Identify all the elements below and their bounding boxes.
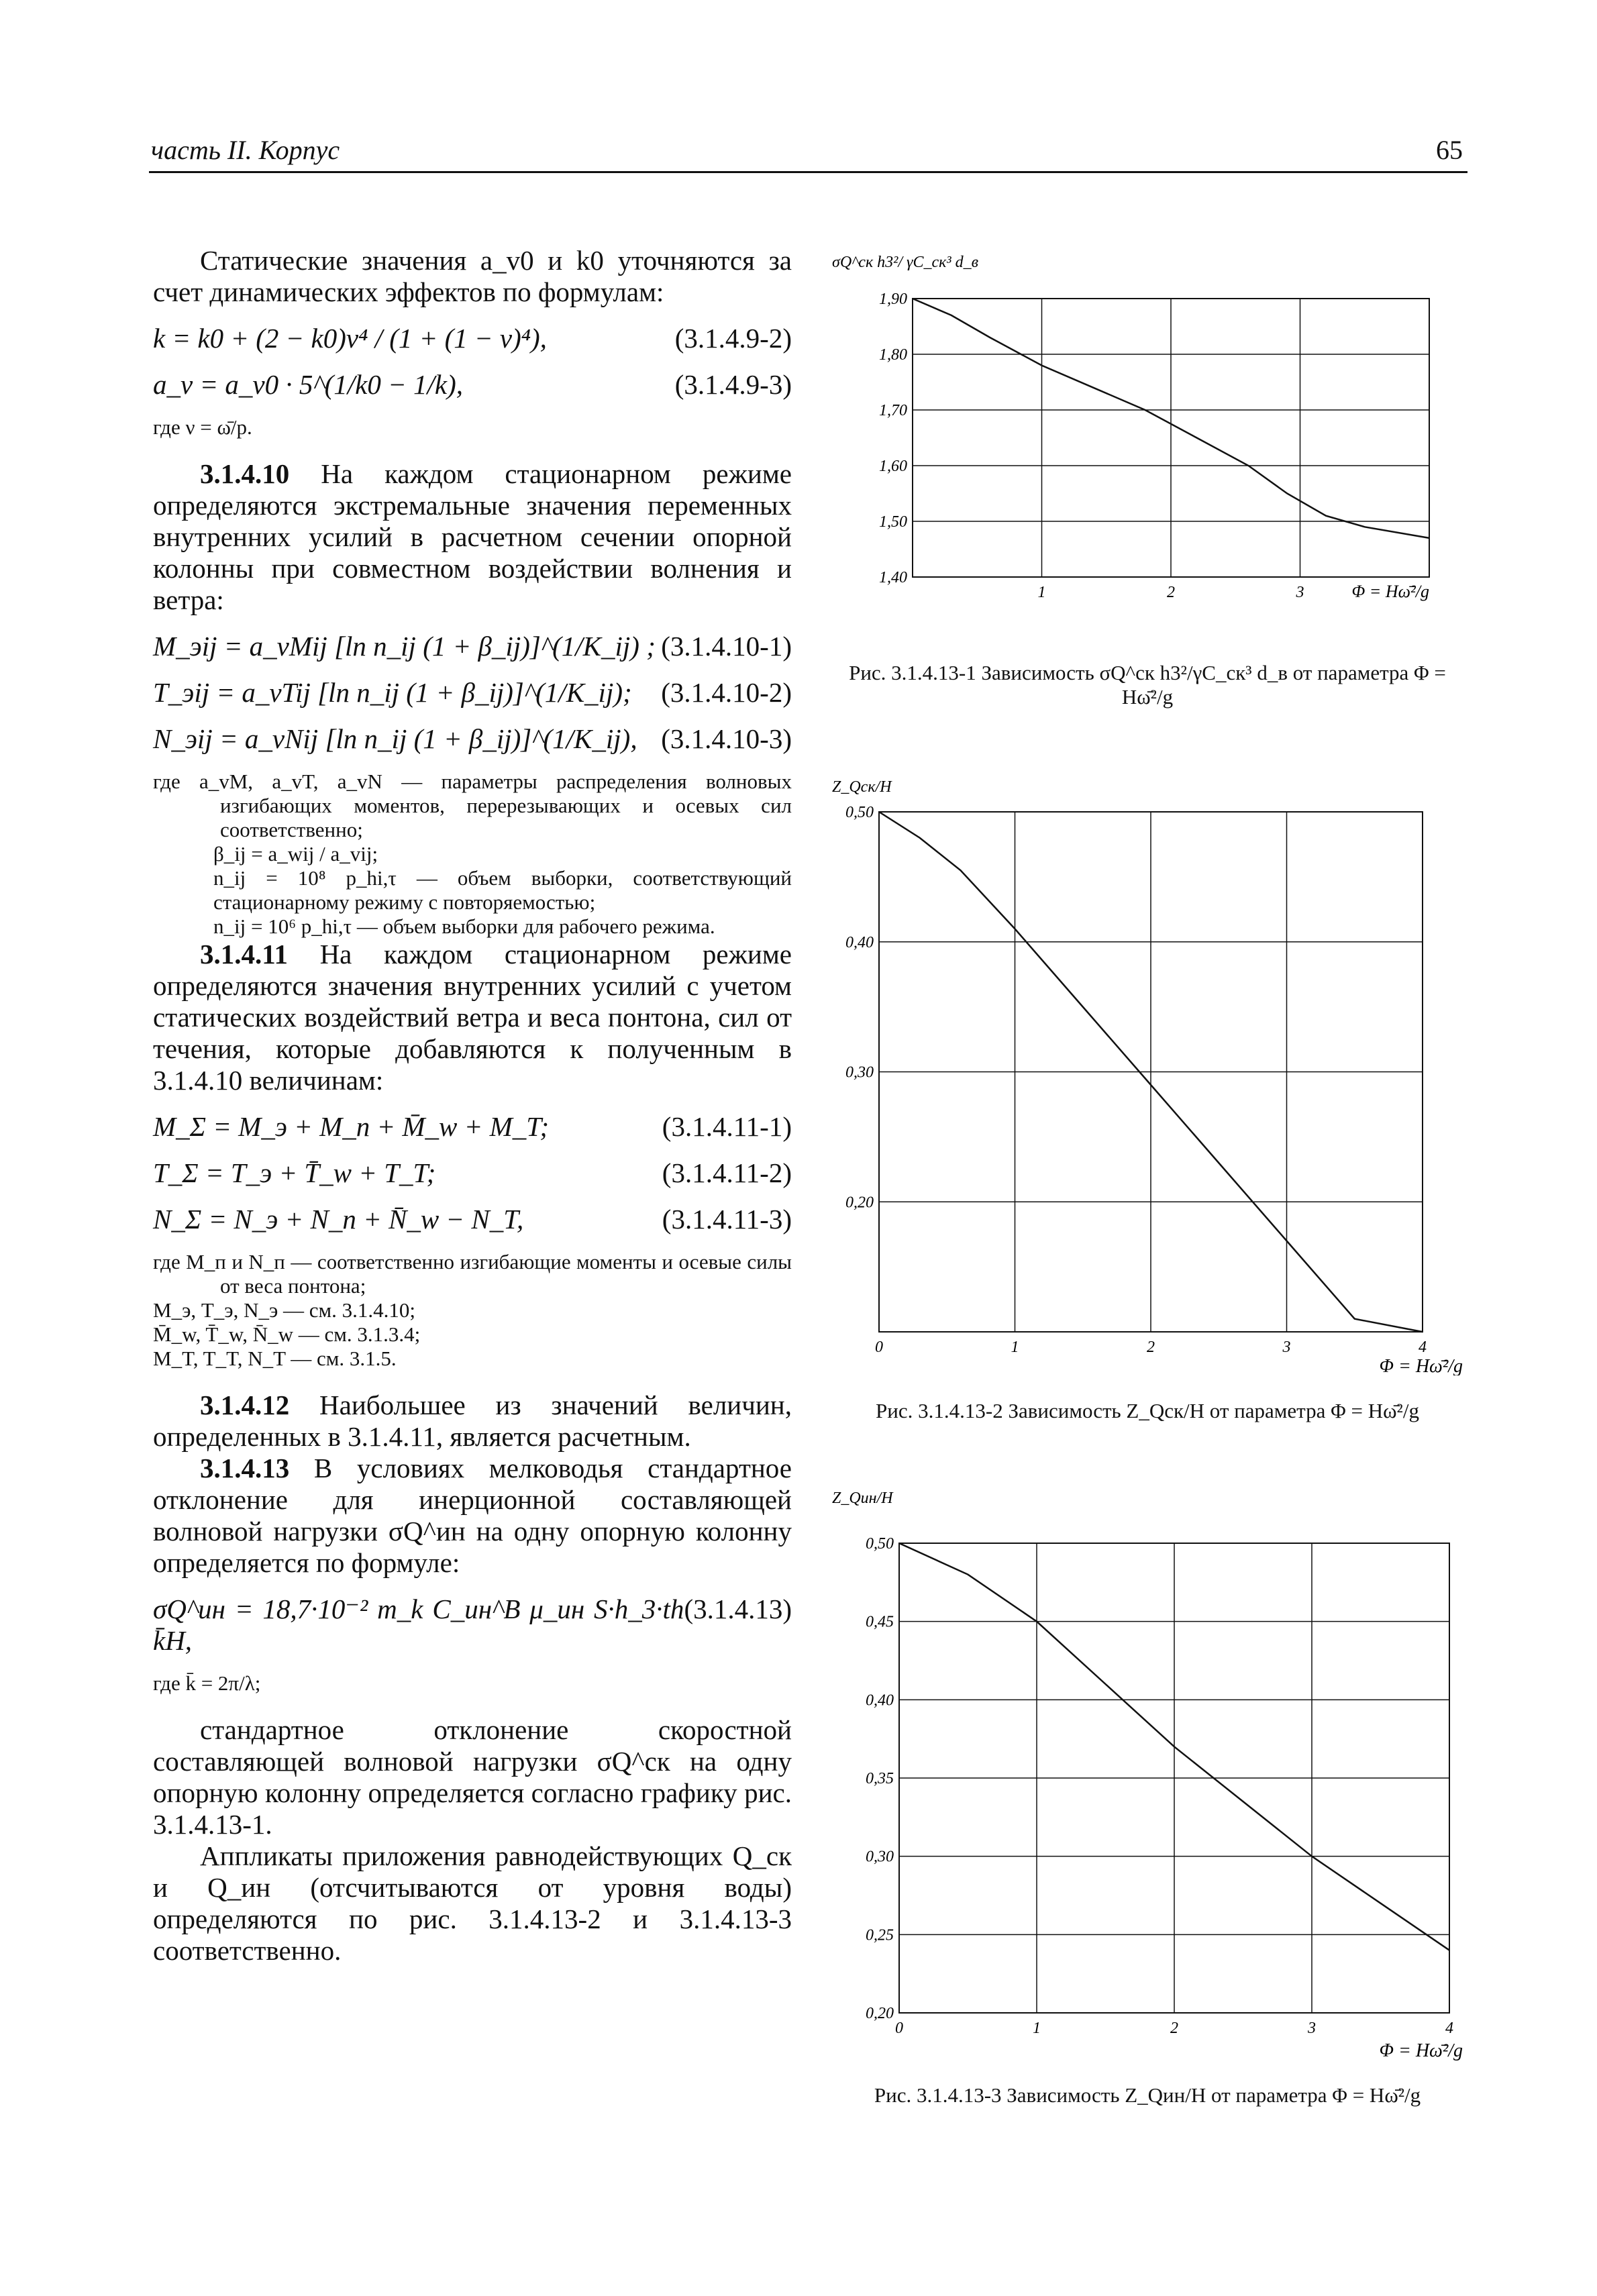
y-tick-label: 0,45 — [866, 1613, 894, 1631]
x-tick-label: 2 — [1147, 1339, 1155, 1356]
y-tick-label: 0,50 — [866, 1535, 894, 1553]
formula: M_эij = a_vMij [ln n_ij (1 + β_ij)]^(1/K_ij) ; (3.1.4.10-1) — [153, 631, 792, 662]
section-3-1-4-10: 3.1.4.10 На каждом стационарном режиме определяются экстремальные значения переменных внутренних усилий в расчетном сечении опорной колонны при совместном воздействии волнения и ветра: — [153, 458, 792, 615]
y-tick-label: 0,20 — [845, 1194, 874, 1212]
x-tick-label: 3 — [1308, 2020, 1316, 2037]
x-tick-label: 0 — [875, 1339, 883, 1356]
y-tick-label: 0,25 — [866, 1926, 894, 1944]
x-tick-label: 1 — [1037, 584, 1046, 601]
chart-3-ylabel: Z_Qин/H — [832, 1490, 893, 1507]
x-tick-label: 3 — [1296, 584, 1304, 601]
definitions: где a_vM, a_vT, a_vN — параметры распределения волновых изгибающих моментов, перерезывающих и осевых сил соответственно; β_ij = a_wij / a_vij; n_ij = 10⁸ p_hi,τ — объем выборки, соответствующий стационарному режиму с повторяемостью; n_ij = 10⁶ p_hi,τ — объем выборки для рабочего режима. — [153, 770, 792, 938]
chart-3 — [825, 1483, 1470, 2087]
y-tick-label: 1,80 — [879, 346, 907, 364]
x-tick-label: 1 — [1033, 2020, 1041, 2037]
section-3-1-4-12: 3.1.4.12 Наибольшее из значений величин, определенных в 3.1.4.11, является расчетным. — [153, 1390, 792, 1452]
header-rule — [149, 171, 1467, 173]
chart-3-xlabel: Φ = Hω̄²/g — [1379, 2040, 1463, 2061]
running-header: часть II. Корпус — [151, 135, 340, 165]
y-tick-label: 1,60 — [879, 458, 907, 475]
formula: N_Σ = N_э + N_п + N̄_w − N_T, (3.1.4.11-3) — [153, 1204, 792, 1235]
chart-2-caption: Рис. 3.1.4.13-2 Зависимость Z_Qск/H от параметра Φ = Hω̄²/g — [876, 1399, 1419, 1422]
y-tick-label: 0,30 — [845, 1063, 874, 1082]
section-3-1-4-13: 3.1.4.13 В условиях мелководья стандартное отклонение для инерционной составляющей волновой нагрузки σQ^ин на одну опорную колонну определяется по формуле: — [153, 1453, 792, 1578]
formula: M_Σ = M_э + M_п + M̄_w + M_T; (3.1.4.11-1) — [153, 1111, 792, 1142]
x-tick-label: 2 — [1170, 2020, 1178, 2037]
chart-3-caption: Рис. 3.1.4.13-3 Зависимость Z_Qин/H от параметра Φ = Hω̄²/g — [874, 2083, 1421, 2107]
x-tick-label: 3 — [1282, 1339, 1291, 1356]
x-tick-label: 4 — [1419, 1339, 1427, 1356]
y-tick-label: 1,40 — [879, 569, 907, 586]
paragraph: стандартное отклонение скоростной составляющей волновой нагрузки σQ^ск на одну опорную колонну определяется согласно графику рис. 3.1.4.13-1. — [153, 1714, 792, 1840]
chart-1 — [825, 248, 1470, 718]
formula-note: где ν = ω̄/p. — [153, 415, 252, 439]
formula: T_эij = a_vTij [ln n_ij (1 + β_ij)]^(1/K_ij); (3.1.4.10-2) — [153, 677, 792, 708]
y-tick-label: 1,70 — [879, 402, 907, 419]
left-column — [153, 245, 792, 1967]
x-tick-label: 0 — [895, 2020, 903, 2037]
x-tick-label: 2 — [1167, 584, 1175, 601]
y-tick-label: 0,40 — [845, 933, 874, 951]
page-number: 65 — [1436, 135, 1463, 165]
formula: a_v = a_v0 · 5^(1/k0 − 1/k), (3.1.4.9-3) — [153, 369, 792, 400]
chart-1-caption: Рис. 3.1.4.13-1 Зависимость σQ^ск h3²/γC_ск³ d_в от параметра Φ = Hω̄²/g — [849, 661, 1446, 709]
chart-1-xlabel: Φ = Hω̄²/g — [1351, 582, 1429, 601]
x-tick-label: 4 — [1445, 2020, 1453, 2037]
paragraph: Аппликаты приложения равнодействующих Q_ск и Q_ин (отсчитываются от уровня воды) определяются по рис. 3.1.4.13-2 и 3.1.4.13-3 соответственно. — [153, 1840, 792, 1966]
formula-note: где k̄ = 2π/λ; — [153, 1671, 261, 1695]
formula: k = k0 + (2 − k0)ν⁴ / (1 + (1 − ν)⁴), (3.1.4.9-2) — [153, 323, 792, 354]
y-tick-label: 0,40 — [866, 1691, 894, 1710]
y-tick-label: 0,20 — [866, 2005, 894, 2022]
y-tick-label: 1,90 — [879, 291, 907, 308]
formula: σQ^ин = 18,7·10⁻² m_k C_ин^B μ_ин S·h_3·th k̄H, (3.1.4.13) — [153, 1594, 792, 1656]
chart-2-xlabel: Φ = Hω̄²/g — [1379, 1356, 1463, 1375]
chart-2-ylabel: Z_Qск/H — [832, 778, 892, 796]
y-tick-label: 0,50 — [845, 804, 874, 821]
chart-2 — [825, 772, 1470, 1375]
y-tick-label: 0,35 — [866, 1770, 894, 1787]
formula: T_Σ = T_э + T̄_w + T_T; (3.1.4.11-2) — [153, 1157, 792, 1188]
y-tick-label: 0,30 — [866, 1848, 894, 1866]
x-tick-label: 1 — [1011, 1339, 1019, 1356]
y-tick-label: 1,50 — [879, 513, 907, 531]
section-3-1-4-11: 3.1.4.11 На каждом стационарном режиме определяются значения внутренних усилий с учетом статических воздействий ветра и веса понтона, сил от течения, которые добавляются к полученным в 3.1.4.10 величинам: — [153, 939, 792, 1096]
chart-1-ylabel: σQ^ск h3²/ γC_ск³ d_в — [832, 254, 978, 271]
definitions: где M_п и N_п — соответственно изгибающие моменты и осевые силы от веса понтона; M_э, T_э, N_э — см. 3.1.4.10; M̄_w, T̄_w, N̄_w — см. 3.1.3.4; M_T, T_T, N_T — см. 3.1.5. — [153, 1250, 792, 1370]
formula: N_эij = a_vNij [ln n_ij (1 + β_ij)]^(1/K_ij), (3.1.4.10-3) — [153, 723, 792, 754]
paragraph: Статические значения a_v0 и k0 уточняются за счет динамических эффектов по формулам: — [153, 245, 792, 307]
